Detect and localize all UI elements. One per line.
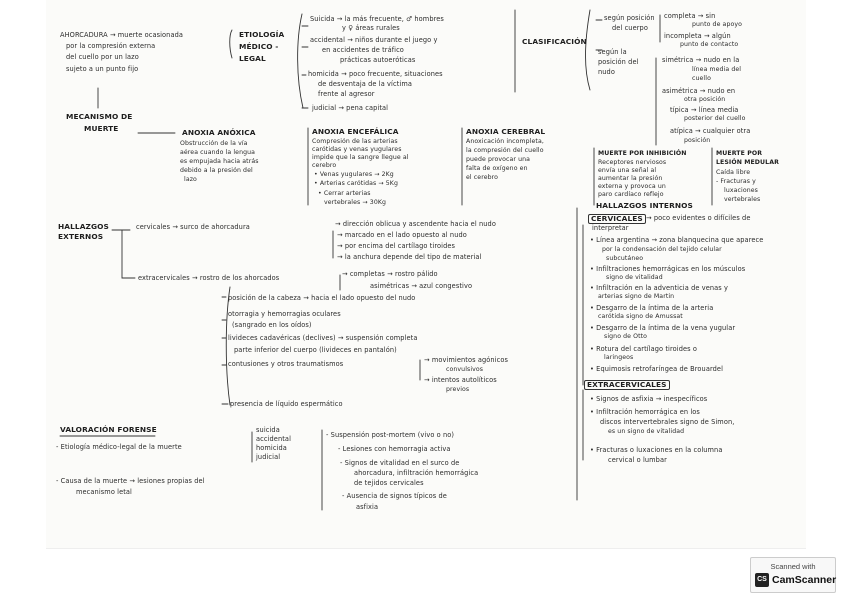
note-line: - Lesiones con hemorragia activa <box>338 445 451 453</box>
note-line: judicial → pena capital <box>312 104 389 112</box>
heading: MECANISMO DE <box>66 112 133 121</box>
note-line: posterior del cuello <box>684 115 746 122</box>
note-line: • Infiltración hemorrágica en los <box>590 408 700 416</box>
note-line: cuello <box>692 75 711 82</box>
note-line: asimétrica → nudo en <box>662 87 736 95</box>
heading: VALORACIÓN FORENSE <box>60 425 157 434</box>
note-line: en accidentes de tráfico <box>322 46 404 54</box>
note-line: por la compresión externa <box>66 42 156 50</box>
note-line: homicida → poco frecuente, situaciones <box>308 70 443 78</box>
note-line: • Infiltración en la adventicia de venas y <box>590 284 729 292</box>
note-line: completa → sin <box>664 12 716 20</box>
note-line: cervical o lumbar <box>608 456 667 464</box>
note-line: luxaciones <box>724 187 758 194</box>
camscanner-logo-icon: CS <box>755 573 769 587</box>
note-line: típica → línea media <box>670 106 739 114</box>
note-line: Compresión de las arterias <box>312 138 398 145</box>
note-line: falta de oxígeno en <box>466 165 528 172</box>
note-line: atípica → cualquier otra <box>670 127 751 135</box>
note-line: convulsivos <box>446 366 484 373</box>
note-line: - Ausencia de signos típicos de <box>342 492 447 500</box>
heading: MÉDICO - <box>239 42 279 51</box>
note-line: → la anchura depende del tipo de material <box>337 253 482 261</box>
camscanner-badge <box>750 557 836 593</box>
heading: LESIÓN MEDULAR <box>716 159 779 166</box>
note-line: cervicales → surco de ahorcadura <box>136 223 250 231</box>
badge-brand: CamScanner <box>772 574 837 586</box>
note-line: punto de contacto <box>680 41 739 48</box>
note-line: según posición <box>604 14 655 22</box>
note-line: previos <box>446 386 470 393</box>
note-line: - Causa de la muerte → lesiones propias del <box>56 477 205 485</box>
note-line: • Desgarro de la íntima de la vena yugular <box>590 324 736 332</box>
note-line: signo de Otto <box>604 333 648 340</box>
note-line: • Rotura del cartílago tiroides o <box>590 345 698 353</box>
note-line: de desventaja de la víctima <box>318 80 412 88</box>
note-line: por la condensación del tejido celular <box>602 246 722 253</box>
note-line: asimétricas → azul congestivo <box>370 282 473 290</box>
note-line: judicial <box>256 453 281 461</box>
note-line: paro cardíaco reflejo <box>598 191 664 198</box>
note-line: el cerebro <box>466 174 499 181</box>
note-line: laringeos <box>604 354 634 361</box>
heading: MUERTE <box>84 124 119 133</box>
note-line: extracervicales → rostro de los ahorcados <box>138 274 280 282</box>
heading: CERVICALES <box>588 214 646 224</box>
note-line: vertebrales <box>724 196 761 203</box>
note-line: sujeto a un punto fijo <box>66 65 139 73</box>
note-line: cerebro <box>312 162 337 169</box>
note-line: puede provocar una <box>466 156 531 163</box>
note-line: de tejidos cervicales <box>354 479 424 487</box>
note-line: incompleta → algún <box>664 32 731 40</box>
note-line: envía una señal al <box>598 167 657 174</box>
note-line: subcutáneo <box>606 255 644 262</box>
note-line: presencia de líquido espermático <box>230 400 343 408</box>
note-line: accidental <box>256 435 292 443</box>
note-line: • Arterias carótidas → 5Kg <box>314 180 398 187</box>
note-line: → completas → rostro pálido <box>342 270 438 278</box>
note-line: posición de la cabeza → hacia el lado opuesto del nudo <box>228 294 416 302</box>
note-line: otra posición <box>684 96 726 103</box>
note-line: - Etiología médico-legal de la muerte <box>56 443 182 451</box>
note-line: carótidas y venas yugulares <box>312 146 402 153</box>
note-line: es un signo de vitalidad <box>608 428 685 435</box>
heading: HALLAZGOS INTERNOS <box>596 201 693 210</box>
heading: ETIOLOGÍA <box>239 30 285 39</box>
note-line: del cuello por un lazo <box>66 53 139 61</box>
heading: LEGAL <box>239 54 266 63</box>
note-line: posición del <box>598 58 639 66</box>
note-line: es empujada hacia atrás <box>180 158 259 165</box>
note-line: línea media del <box>692 66 742 73</box>
note-line: → marcado en el lado opuesto al nudo <box>337 231 467 239</box>
note-line: Receptores nerviosos <box>598 159 667 166</box>
heading: MUERTE POR INHIBICIÓN <box>598 150 687 157</box>
note-line: • Infiltraciones hemorrágicas en los músculos <box>590 265 746 273</box>
note-line: - Fracturas y <box>716 178 756 185</box>
note-line: → dirección oblicua y ascendente hacia el nudo <box>335 220 496 228</box>
note-line: mecanismo letal <box>76 488 132 496</box>
note-line: • Signos de asfixia → inespecíficos <box>590 395 708 403</box>
note-line: (sangrado en los oídos) <box>232 321 312 329</box>
heading: CLASIFICACIÓN <box>522 37 587 46</box>
badge-caption: Scanned with <box>770 562 816 571</box>
note-line: carótida signo de Amussat <box>598 313 683 320</box>
note-line: la compresión del cuello <box>466 147 544 154</box>
note-line: Obstrucción de la vía <box>180 140 248 147</box>
note-line: prácticas autoeróticas <box>340 56 416 64</box>
note-line: AHORCADURA → muerte ocasionada <box>60 31 184 39</box>
note-line: impide que la sangre llegue al <box>312 154 409 161</box>
note-line: según la <box>598 48 627 56</box>
note-line: • Línea argentina → zona blanquecina que aparece <box>590 236 764 244</box>
note-line: - Signos de vitalidad en el surco de <box>340 459 460 467</box>
note-line: externa y provoca un <box>598 183 666 190</box>
note-line: Anoxicación incompleta, <box>466 138 544 145</box>
note-line: contusiones y otros traumatismos <box>228 360 344 368</box>
note-line: aérea cuando la lengua <box>180 149 256 156</box>
note-line: → intentos autolíticos <box>424 376 497 384</box>
heading: EXTRACERVICALES <box>584 380 670 390</box>
heading: ANOXIA CEREBRAL <box>466 127 546 136</box>
note-line: → por encima del cartílago tiroides <box>337 242 456 250</box>
heading: EXTERNOS <box>58 232 104 241</box>
note-line: homicida <box>256 444 287 452</box>
note-line: accidental → niños durante el juego y <box>310 36 438 44</box>
note-line: • Cerrar arterias <box>318 190 371 197</box>
note-line: signo de vitalidad <box>606 274 663 281</box>
note-line: otorragia y hemorragias oculares <box>228 310 341 318</box>
note-line: y ♀ áreas rurales <box>342 24 400 32</box>
note-line: frente al agresor <box>318 90 375 98</box>
note-line: nudo <box>598 68 615 76</box>
note-line: livideces cadavéricas (declives) → suspensión completa <box>228 334 418 342</box>
note-line: Suicida → la más frecuente, ♂ hombres <box>310 15 444 23</box>
note-line: discos intervertebrales signo de Simon, <box>600 418 735 426</box>
heading: HALLAZGOS <box>58 222 109 231</box>
note-line: debido a la presión del <box>180 167 253 174</box>
note-line: • Venas yugulares → 2Kg <box>314 171 394 178</box>
note-line: interpretar <box>592 224 629 232</box>
heading: ANOXIA ANÓXICA <box>182 128 256 137</box>
note-line: → poco evidentes o difíciles de <box>646 214 751 222</box>
note-line: posición <box>684 137 711 144</box>
note-line: parte inferior del cuerpo (livideces en pantalón) <box>234 346 397 354</box>
note-line: - Suspensión post-mortem (vivo o no) <box>326 431 455 439</box>
note-line: aumentar la presión <box>598 175 663 182</box>
note-line: ahorcadura, infiltración hemorrágica <box>354 469 479 477</box>
note-line: • Desgarro de la íntima de la arteria <box>590 304 714 312</box>
note-line: punto de apoyo <box>692 21 743 28</box>
note-line: asfixia <box>356 503 379 511</box>
note-line: → movimientos agónicos <box>424 356 509 364</box>
note-line: del cuerpo <box>612 24 648 32</box>
note-line: Caída libre <box>716 169 751 176</box>
note-line: arterias signo de Martin <box>598 293 675 300</box>
note-line: suicida <box>256 426 280 434</box>
heading: MUERTE POR <box>716 150 763 157</box>
heading: ANOXIA ENCEFÁLICA <box>312 127 399 136</box>
note-line: vertebrales → 30Kg <box>324 199 387 206</box>
note-line: simétrica → nudo en la <box>662 56 740 64</box>
note-line: • Fracturas o luxaciones en la columna <box>590 446 723 454</box>
note-line: • Equimosis retrofaríngea de Brouardel <box>590 365 724 373</box>
note-line: lazo <box>184 176 197 183</box>
